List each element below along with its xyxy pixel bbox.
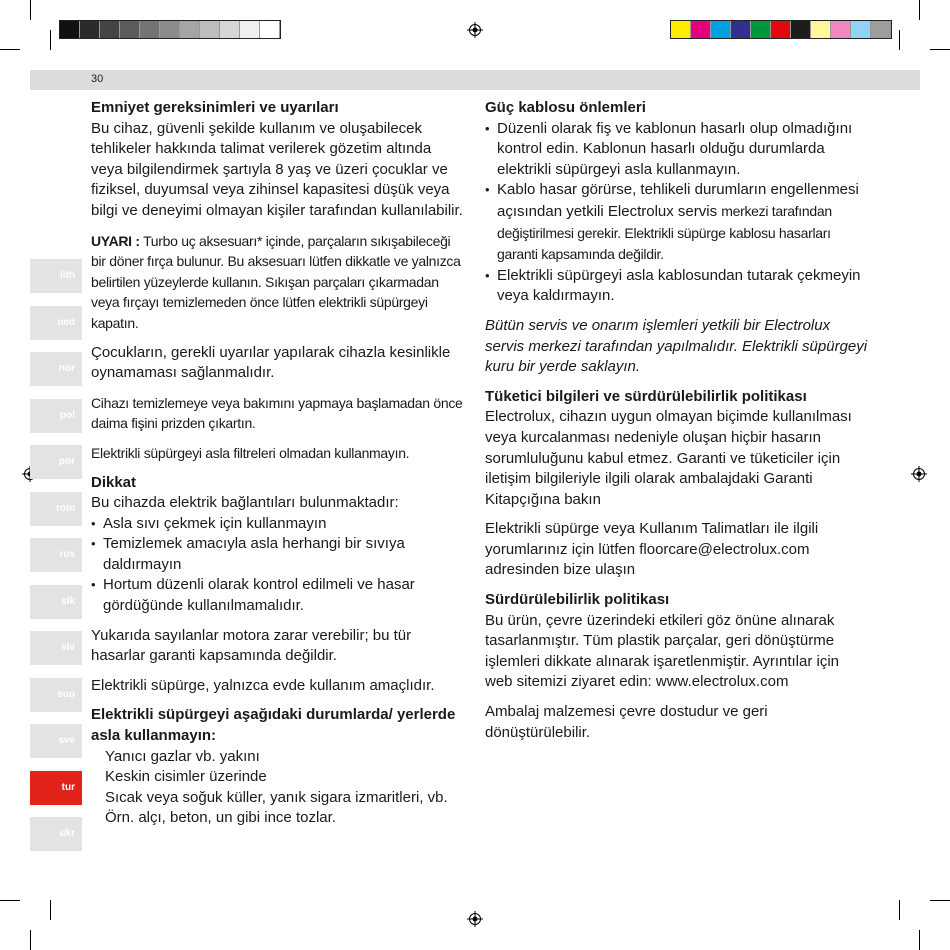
calibration-swatch [731, 21, 751, 38]
language-tab-rus[interactable]: rus [30, 538, 82, 572]
never-use-heading: Elektrikli süpürgeyi aşağıdaki durumlarda/ yerlerde asla kullanmayın: [91, 706, 456, 745]
right-column [485, 98, 870, 752]
language-tab-tur[interactable]: tur [30, 771, 82, 805]
page-number: 30 [91, 73, 104, 85]
warning-text: Turbo uç aksesuarı* içinde, parçaların sıkışabileceği bir döner fırça bulunur. Bu aksesuarı lütfen dikkatle ve yalnızca belirtilen yüzeylerde kullanın. Sıkışan parçaları çıkarmadan veya fırçayı temizlemeden önce lütfen elektrikli süpürgeyi kapatın. [91, 232, 461, 331]
damage-paragraph: Yukarıda sayılanlar motora zarar verebilir; bu tür hasarlar garanti kapsamında değildir. [91, 626, 412, 665]
cord-list [485, 119, 870, 307]
calibration-swatch [260, 21, 280, 38]
sustainability-heading: Sürdürülebilirlik politikası [485, 591, 670, 609]
unplug-paragraph: Cihazı temizlemeye veya bakımını yapmaya başlamadan önce daima fişini prizden çıkartın. [91, 394, 463, 432]
registration-mark-icon [911, 466, 927, 482]
calibration-swatch [60, 21, 80, 38]
crop-mark [0, 900, 20, 901]
calibration-swatch [80, 21, 100, 38]
language-tab-lith[interactable]: lith [30, 259, 82, 293]
service-paragraph: Bütün servis ve onarım işlemleri yetkili bir Electrolux servis merkezi tarafından yapılmalıdır. Elektrikli süpürgeyi kuru bir yerde saklayın. [485, 316, 868, 376]
crop-mark [50, 900, 51, 920]
calibration-swatch [100, 21, 120, 38]
crop-mark [930, 49, 950, 50]
language-tab-suo[interactable]: suo [30, 678, 82, 712]
crop-mark [899, 900, 900, 920]
color-calibration-bar [670, 20, 892, 39]
home-use-paragraph: Elektrikli süpürge, yalnızca evde kullanım amaçlıdır. [91, 676, 435, 694]
consumer-heading: Tüketici bilgileri ve sürdürülebilirlik politikası [485, 387, 807, 405]
list-item [485, 180, 870, 265]
language-tab-sve[interactable]: sve [30, 724, 82, 758]
calibration-swatch [240, 21, 260, 38]
calibration-swatch [220, 21, 240, 38]
warning-label: UYARI : [91, 232, 140, 249]
sustainability-paragraph: Bu ürün, çevre üzerindeki etkileri göz önüne alınarak tasarlanmıştır. Tüm plastik parçalar, geri dönüştürme işlemleri dikkate alınarak işaretlenmiştir. Ayrıntılar için web sitemizi ziyaret edin: www.electrolux.com [485, 611, 840, 691]
language-tab-ukr[interactable]: ukr [30, 817, 82, 851]
consumer-paragraph: Electrolux, cihazın uygun olmayan biçimde kullanılması veya kurcalanması nedeniyle oluşan hiçbir hasarın sorumluluğunu kabul etmez. Garanti ve tüketiciler için iletişim bilgileriyle ilgili olarak ambalajdaki Garanti Kitapçığına bakın [485, 408, 852, 508]
crop-mark [919, 930, 920, 950]
cord-item-2-part-1: Kablo hasar görürse, tehlikeli durumların engellenmesi açısından yetkili Electrolux servis [497, 181, 859, 220]
caution-intro: Bu cihazda elektrik bağlantıları bulunmaktadır: [91, 494, 399, 512]
calibration-swatch [751, 21, 771, 38]
calibration-swatch [831, 21, 851, 38]
calibration-swatch [671, 21, 691, 38]
grayscale-calibration-bar [59, 20, 281, 39]
caution-heading: Dikkat [91, 473, 137, 491]
crop-mark [930, 900, 950, 901]
language-tab-slk[interactable]: slk [30, 585, 82, 619]
language-tab-por[interactable]: por [30, 445, 82, 479]
calibration-swatch [200, 21, 220, 38]
language-tab-ned[interactable]: ned [30, 306, 82, 340]
calibration-swatch [711, 21, 731, 38]
filters-paragraph: Elektrikli süpürgeyi asla filtreleri olmadan kullanmayın. [91, 444, 410, 461]
warning-paragraph [91, 231, 466, 334]
list-item: Örn. alçı, beton, un gibi ince tozlar. [105, 809, 336, 827]
language-tab-rom[interactable]: rom [30, 492, 82, 526]
never-use-list [91, 747, 466, 829]
list-item: • Temizlemek amacıyla asla herhangi bir sıvıya daldırmayın [91, 534, 466, 575]
calibration-swatch [160, 21, 180, 38]
calibration-swatch [791, 21, 811, 38]
comments-paragraph: Elektrikli süpürge veya Kullanım Talimatları ile ilgili yorumlarınız için lütfen floorcare@electrolux.com adresinden bize ulaşın [485, 520, 819, 579]
list-item: • Hortum düzenli olarak kontrol edilmeli ve hasar gördüğünde kullanılmamalıdır. [91, 575, 466, 616]
caution-list [91, 514, 466, 617]
registration-mark-icon [467, 911, 483, 927]
calibration-swatch [691, 21, 711, 38]
list-item: Keskin cisimler üzerinde [105, 768, 267, 786]
cord-item-2-part-2: merkezi tarafından değiştirilmesi gerekir. Elektrikli süpürge kablosu hasarları garanti kapsamında değildir. [497, 202, 832, 263]
safety-heading: Emniyet gereksinimleri ve uyarıları [91, 99, 339, 116]
calibration-swatch [140, 21, 160, 38]
crop-mark [899, 30, 900, 50]
language-tab-nor[interactable]: nor [30, 352, 82, 386]
cord-heading: Güç kablosu önlemleri [485, 99, 646, 116]
list-item: • Elektrikli süpürgeyi asla kablosundan tutarak çekmeyin veya kaldırmayın. [485, 266, 870, 307]
crop-mark [0, 49, 20, 50]
packaging-paragraph: Ambalaj malzemesi çevre dostudur ve geri dönüştürülebilir. [485, 703, 768, 741]
children-paragraph: Çocukların, gerekli uyarılar yapılarak cihazla kesinlikle oynamaması sağlanmalıdır. [91, 343, 451, 382]
calibration-swatch [851, 21, 871, 38]
calibration-swatch [811, 21, 831, 38]
language-tab-pol[interactable]: pol [30, 399, 82, 433]
calibration-swatch [871, 21, 891, 38]
calibration-swatch [180, 21, 200, 38]
safety-paragraph: Bu cihaz, güvenli şekilde kullanım ve oluşabilecek tehlikeler hakkında talimat verilerek gözetim altında veya bilgilendirmek şartıyla 8 yaş ve üzeri çocuklar ve fiziksel, duyumsal veya zihinsel kapasitesi düşük veya bilgi ve deneyimi olmayan kişiler tarafından kullanılabilir. [91, 119, 463, 219]
crop-mark [30, 0, 31, 20]
language-tab-slv[interactable]: slv [30, 631, 82, 665]
list-item: Yanıcı gazlar vb. yakını [105, 747, 260, 765]
list-item: • Düzenli olarak fiş ve kablonun hasarlı olup olmadığını kontrol edin. Kablonun hasarlı olduğu durumlarda elektrikli süpürgeyi asla kullanmayın. [485, 119, 870, 181]
left-column [91, 98, 466, 838]
crop-mark [30, 930, 31, 950]
list-item: Sıcak veya soğuk küller, yanık sigara izmaritleri, vb. [105, 788, 448, 806]
list-item: • Asla sıvı çekmek için kullanmayın [91, 514, 466, 535]
calibration-swatch [771, 21, 791, 38]
header-band [30, 70, 920, 90]
registration-mark-icon [467, 22, 483, 38]
calibration-swatch [120, 21, 140, 38]
crop-mark [919, 0, 920, 20]
crop-mark [50, 30, 51, 50]
